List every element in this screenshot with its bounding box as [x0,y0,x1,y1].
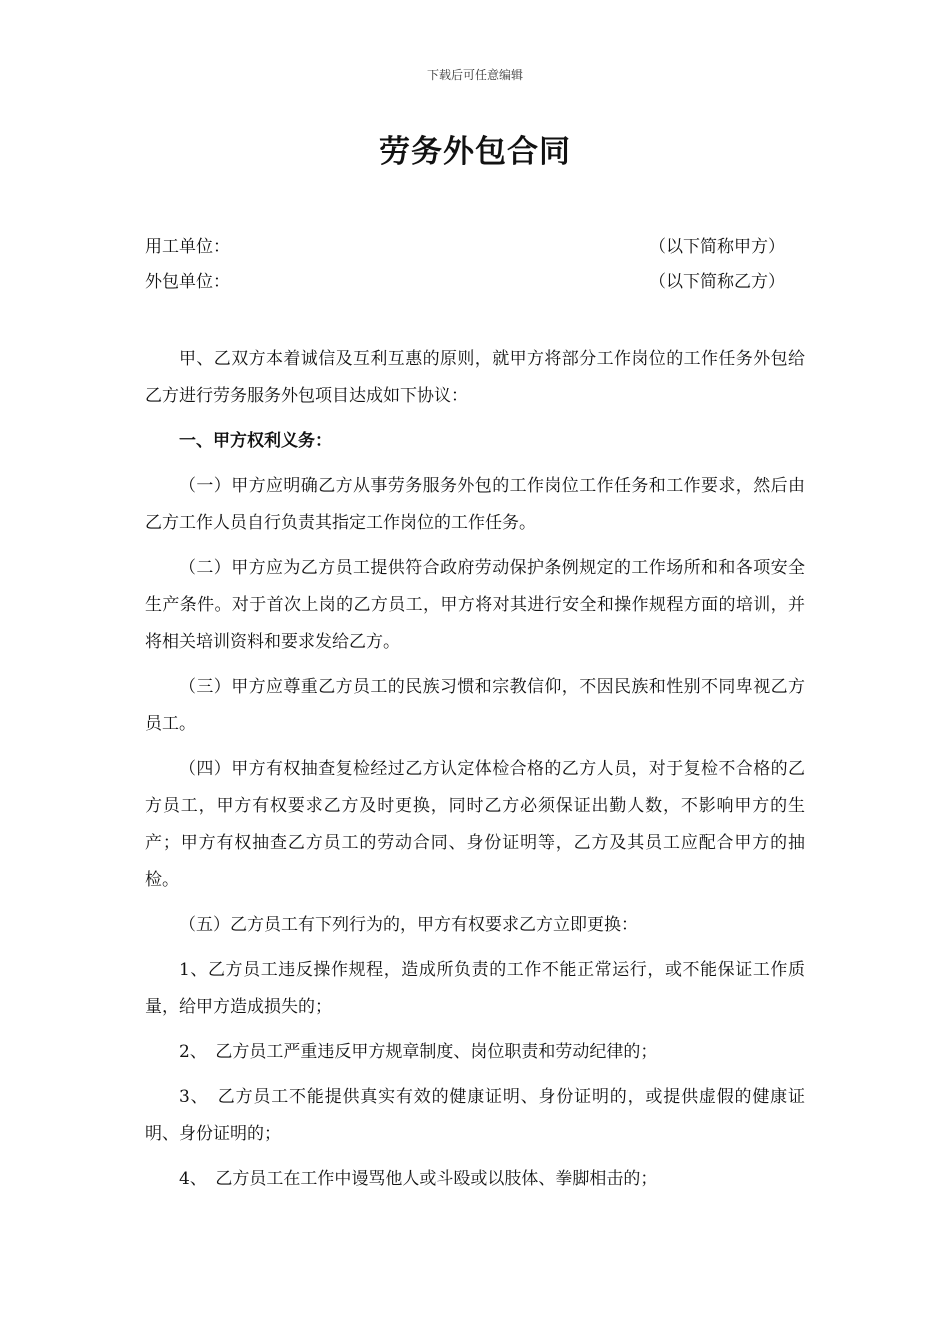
party-alias: （以下简称乙方） [649,272,785,292]
party-label: 外包单位： [145,272,230,292]
party-row-employer [145,234,785,260]
list-item: 4、 乙方员工在工作中谩骂他人或斗殴或以肢体、拳脚相击的； [179,1169,658,1189]
clause-paragraph: （五）乙方员工有下列行为的，甲方有权要求乙方立即更换： [179,915,638,935]
header-note: 下载后可任意编辑 [426,68,523,82]
list-item: 3、 乙方员工不能提供真实有效的健康证明、身份证明的，或提供虚假的健康证明、身份证明的； [145,1087,805,1144]
clause-paragraph: （一）甲方应明确乙方从事劳务服务外包的工作岗位工作任务和工作要求，然后由乙方工作人员自行负责其指定工作岗位的工作任务。 [145,476,805,533]
section-heading: 一、甲方权利义务： [179,431,332,451]
party-label: 用工单位： [145,237,230,257]
clause-paragraph: （二）甲方应为乙方员工提供符合政府劳动保护条例规定的工作场所和和各项安全生产条件。对于首次上岗的乙方员工，甲方将对其进行安全和操作规程方面的培训，并将相关培训资料和要求发给乙方。 [145,558,805,652]
document-title: 劳务外包合同 [379,134,571,170]
contract-body [145,341,805,1206]
clause-paragraph: （三）甲方应尊重乙方员工的民族习惯和宗教信仰，不因民族和性别不同卑视乙方员工。 [145,677,805,734]
party-row-contractor [145,269,785,295]
list-item: 1、乙方员工违反操作规程，造成所负责的工作不能正常运行，或不能保证工作质量，给甲方造成损失的； [145,960,805,1017]
intro-paragraph: 甲、乙双方本着诚信及互利互惠的原则，就甲方将部分工作岗位的工作任务外包给乙方进行劳务服务外包项目达成如下协议： [145,349,805,406]
clause-paragraph: （四）甲方有权抽查复检经过乙方认定体检合格的乙方人员，对于复检不合格的乙方员工，甲方有权要求乙方及时更换，同时乙方必须保证出勤人数，不影响甲方的生产；甲方有权抽查乙方员工的劳动合同、身份证明等，乙方及其员工应配合甲方的抽检。 [145,759,805,890]
party-alias: （以下简称甲方） [649,237,785,257]
list-item: 2、 乙方员工严重违反甲方规章制度、岗位职责和劳动纪律的； [179,1042,658,1062]
